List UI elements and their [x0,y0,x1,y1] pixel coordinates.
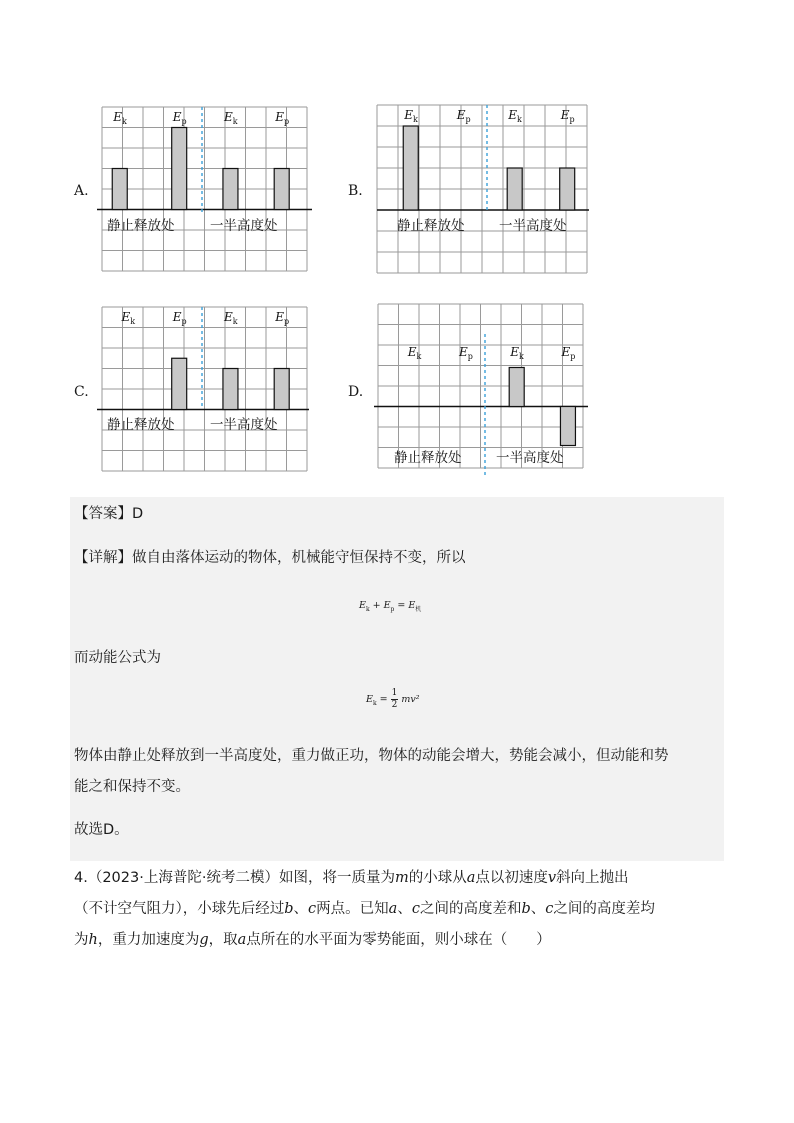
explanation-intro: 【详解】做自由落体运动的物体，机械能守恒保持不变，所以 [74,550,466,566]
question-4-line-3: 为h，重力加速度为g，取a点所在的水平面为零势能面，则小球在（ ） [74,932,551,948]
ep-bar [172,128,187,210]
ep-bar [560,168,575,210]
ek-bar [509,368,524,407]
group-label-release: 静止释放处 [107,417,175,433]
fraction-half: $\frac{1}{2}$ [391,688,398,710]
ep-symbol: $E_p$ [458,345,473,361]
ep-symbol: $E_p$ [456,108,471,124]
option-a-label: A. [74,183,89,199]
ek-bar [507,168,522,210]
ek-symbol: $E_k$ [113,110,127,126]
ep-bar [172,358,187,409]
group-label-half-height: 一半高度处 [210,417,278,433]
question-4-line-2: （不计空气阻力），小球先后经过b、c两点。已知a、c之间的高度差和b、c之间的高度差均 [74,901,655,917]
option-c-chart [97,307,312,472]
ep-symbol: $E_p$ [560,108,575,124]
final-choice: 故选D。 [74,822,129,838]
question-4-line-1: 4.（2023·上海普陀·统考二模）如图，将一质量为m的小球从a点以初速度v斜向上抛出 [74,870,629,886]
ek-bar [112,169,127,210]
kinetic-energy-formula: $E_k$ = $\frac{1}{2}$ mv² [366,688,420,710]
ep-bar [560,407,575,446]
option-b-label: B. [348,183,363,199]
ek-symbol: $E_k$ [404,108,418,124]
ep-bar [274,169,289,210]
ep-symbol: $E_p$ [172,310,187,326]
ek-bar [223,169,238,210]
group-label-release: 静止释放处 [394,450,462,466]
ep-symbol: $E_p$ [172,110,187,126]
ek-symbol: $E_k$ [510,345,524,361]
ep-symbol: $E_p$ [275,310,290,326]
option-b-chart [377,105,592,274]
explanation-line-2: 能之和保持不变。 [74,779,190,795]
group-label-half-height: 一半高度处 [210,218,278,234]
option-d-chart [374,304,590,476]
ep-bar [274,369,289,410]
explanation-line-1: 物体由静止处释放到一半高度处，重力做正功，物体的动能会增大，势能会减小，但动能和势 [74,748,669,764]
energy-conservation-formula: $E_k + E_p = E_机$ [359,600,422,613]
option-d-label: D. [348,384,364,400]
ek-bar [223,369,238,410]
ek-symbol: $E_k$ [508,108,522,124]
group-label-release: 静止释放处 [397,218,465,234]
kinetic-formula-intro: 而动能公式为 [74,650,161,666]
ek-symbol: $E_k$ [121,310,136,326]
group-label-half-height: 一半高度处 [496,450,564,466]
ek-bar [403,126,418,210]
ep-symbol: $E_p$ [561,345,576,361]
ep-symbol: $E_p$ [275,110,290,126]
option-a-chart [97,107,312,272]
option-c-label: C. [74,384,89,400]
ek-symbol: $E_k$ [223,110,238,126]
ek-symbol: $E_k$ [223,310,238,326]
group-label-release: 静止释放处 [107,218,175,234]
answer-line: 【答案】D [74,506,144,522]
group-label-half-height: 一半高度处 [499,218,567,234]
ek-symbol: $E_k$ [407,345,422,361]
